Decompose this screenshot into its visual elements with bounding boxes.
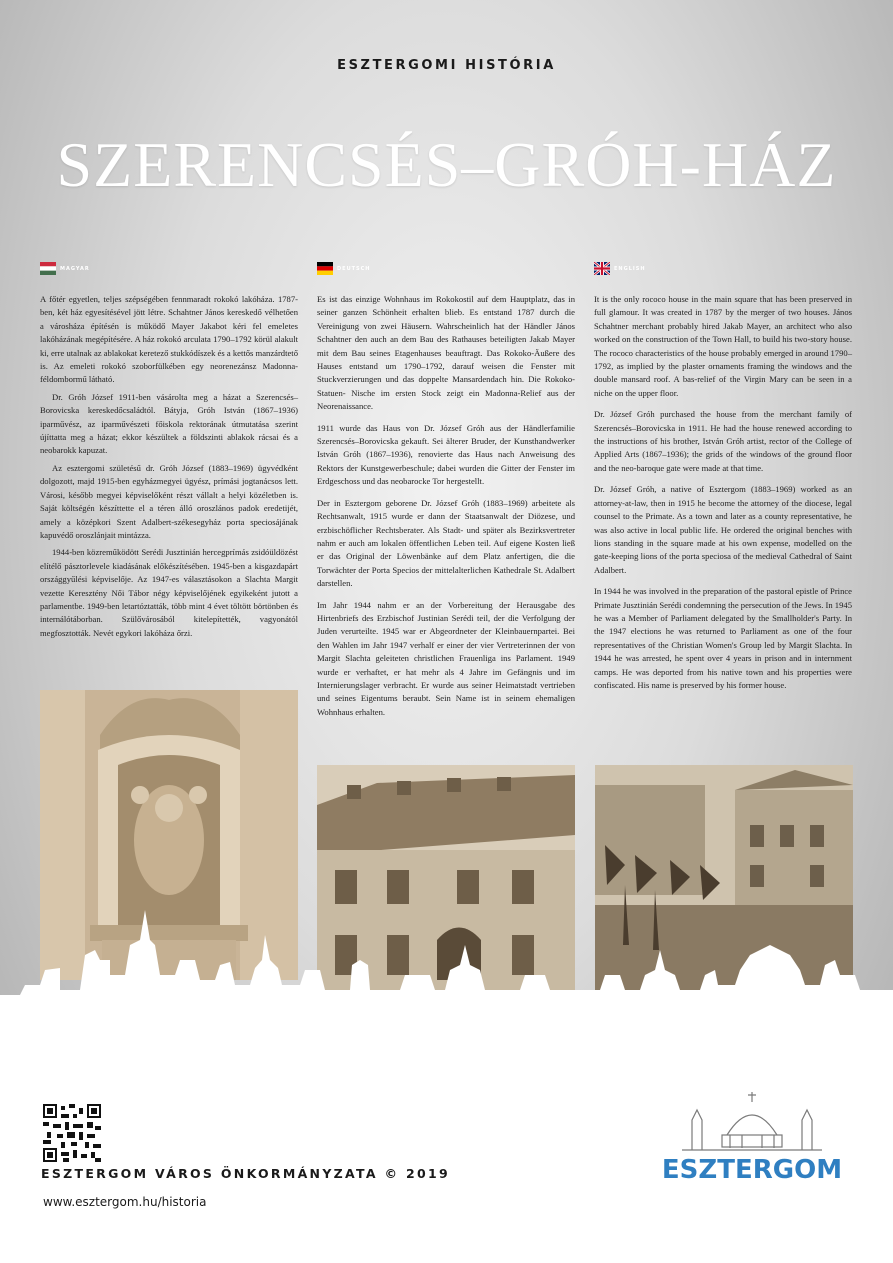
- language-label: MAGYAR: [60, 265, 90, 272]
- paragraph: Az esztergomi születésű dr. Gróh József (1883–1969) ügyvédként dolgozott, majd 1915-ben egyházmegyei ügyész, prímási jogtanácsos lett. Városi, később megyei képviselőként részt vállalt a helyi közéletben is. Saját költségén készíttette el a téren álló oroszlános padok eredetijét, amely a középkori Szent Adalbert-székesegyház porta speciosájának kapuvédő oroszlánjait mintázza.: [40, 462, 298, 540]
- paragraph: Es ist das einzige Wohnhaus im Rokokostil auf dem Hauptplatz, das in seiner ganzen Schönheit erhalten blieb. Es entstand 1787 durch die Vereinigung von zwei Häusern. Wahrscheinlich hat der Händler János Schahtner den auch an dem Bau des Rathauses beteiligten Jakab Mayer mit dem Bau seines Etagenhauses beauftragt. Das Rokoko-Äußere des Hauses entstand um 1790–1792, darauf weisen die Fenster mit Stuckverzierungen und das doppelte Mansardendach hin. Die Rokoko-Statuen- Nische im ersten Stock zeigt ein Madonna-Relief aus der Neorenaissance.: [317, 294, 575, 412]
- paragraph: Dr. József Gróh purchased the house from the merchant family of Szerencsés–Borovicska in 1911. He had the house renewed according to the instructions of his brother, István Gróh artist, rector of the College of Applied Arts (1867–1936); the grids of the windows of the ground floor and the neo-baroque gate were made at that time.: [594, 409, 852, 473]
- qr-code-icon[interactable]: [43, 1104, 101, 1162]
- page-title: SZERENCSÉS–GRÓH-HÁZ: [56, 129, 837, 200]
- footer-url-link[interactable]: www.esztergom.hu/historia: [43, 1195, 207, 1209]
- language-label: DEUTSCH: [337, 265, 371, 272]
- paragraph: 1944-ben közreműködött Serédi Jusztinián hercegprímás zsidóüldözést elítélő pásztorlevele kiadásának előkészítésében. 1945-ben a kisgazdapárt országgyűlési képviselője. Az 1947-es választásokon a Slachta Margit vezette Keresztény Női Tábor négy képviselőjének egyikeként jutott a parlamentbe. 1949-ben letartóztatták, több mint 4 évet töltött börtönben és internálótáborban. Szülővárosából kitelepítették, vagyonától megfosztották. Nevét egykori lakóháza őrzi.: [40, 547, 298, 638]
- esztergom-logo: [652, 1080, 852, 1190]
- footer-organization: ESZTERGOM VÁROS ÖNKORMÁNYZATA © 2019: [41, 1166, 450, 1181]
- paragraph: It is the only rococo house in the main square that has been preserved in full glamour. It was created in 1787 by the merger of two houses. János Schahtner merchant probably hired Jakab Mayer, an architect who also worked on the construction of the Town Hall, to build his two-story house. The rococo characteristics of the house probably emerged in around 1790–1792, as implied by the plaster ornaments framing the windows and the double mansard roof. A bas-relief of the Virgin Mary can be seen in a niche on the upper floor.: [594, 294, 852, 398]
- paragraph: Im Jahr 1944 nahm er an der Vorbereitung der Herausgabe des Hirtenbriefs des Erzbischof Justinian Serédi teil, der die Verfolgung der Juden verurteilte. 1945 war er Abgeordneter der Kleinbauernpartei. Bei den Wahlen im Jahr 1947 verhalf er einer der vier Vertreterinnen der von Margit Slachta geleiteten christlichen Frauenliga ins Parlament. 1949 wurde er verhaftet, er hat mehr als 4 Jahre im Gefängnis und im Internierungslager verbracht. Er wurde aus seiner Heimatstadt vertrieben und seines Eigentums beraubt. Sein Name ist in seinem ehemaligen Wohnhaus erhalten.: [317, 599, 575, 717]
- paragraph: Dr. József Gróh, a native of Esztergom (1883–1969) worked as an attorney-at-law, then in 1915 he become the attorney of the diocese, legal counsel to the Primate. As a town and later as a county representative, he was also active in local public life. He ordered the original benches with lions standing in the square made at his own expense, modelled on the gate-keeping lions of the porta speciosa of the medieval Cathedral of Saint Adalbert.: [594, 484, 852, 575]
- language-label: ENGLISH: [614, 265, 646, 272]
- paragraph: Dr. Gróh József 1911-ben vásárolta meg a házat a Szerencsés–Borovicska kereskedőcsaládtól. Bátyja, Gróh István (1867–1936) iparművész, az iparművészeti főiskola rektorának útmutatása szerint újíttatta meg a házat; ekkor készültek a földszinti ablakok rácsai és a neobarokk kapuzat.: [40, 391, 298, 456]
- series-title: ESZTERGOMI HISTÓRIA: [337, 58, 556, 73]
- paragraph: In 1944 he was involved in the preparation of the pastoral epistle of Prince Primate Jusztinián Serédi condemning the persecution of the Jews. In 1945 he was a Member of Parliament delegated by the Smallholder's Party. In the 1947 elections he was returned to Parliament as one of the four representatives of the Christian Women's Group led by Margit Slachta. In 1944 he was arrested, he spent over 4 years in prison and in internment camps. He was deported from his native town and his properties were confiscated. His name is preserved by his former house.: [594, 586, 852, 690]
- paragraph: A főtér egyetlen, teljes szépségében fennmaradt rokokó lakóháza. 1787-ben, két ház egyesítésével jött létre. Schahtner János kereskedő vélhetően a városháza építésén is működő Mayer Jakabot kéri fel emeletes lakóházának megépítésére. A ház rokokó arculata 1790–1792 körül alakult ki, erre utalnak az ablakokat keretező stukkódíszek és a kettős manzárdtető is. Az emeleti rokokó szoborfülkében egy neorenezánsz Madonna-féldombormű látható.: [40, 294, 298, 385]
- logo-wordmark: ESZTERGOM: [661, 1155, 843, 1185]
- paragraph: Der in Esztergom geborene Dr. József Gróh (1883–1969) arbeitete als Rechtsanwalt, 1915 wurde er dann der Staatsanwalt der Diözese, und erzbischöflicher Rechtsberater. Als Stadt- und später als Bezirksvertreter nahm er auch am lokalen öffentlichen Leben teil. Auf eigene Kosten ließ er das Original der Löwenbänke auf dem Platz anfertigen, die die Torwächter der Porta Specios der mittelalterlichen Kathedrale St. Adalbert darstellen.: [317, 497, 575, 589]
- paragraph: 1911 wurde das Haus von Dr. József Gróh aus der Händlerfamilie Szerencsés–Borovicska gekauft. Sei älterer Bruder, der Kunsthandwerker István Gróh (1867–1936), renovierte das Haus nach Anweisung des Rektors der Kunstgewerbeschule; dabei wurden die Gitter der Fenster im Erdgeschoss und das neobarocke Tor hergestellt.: [317, 422, 575, 487]
